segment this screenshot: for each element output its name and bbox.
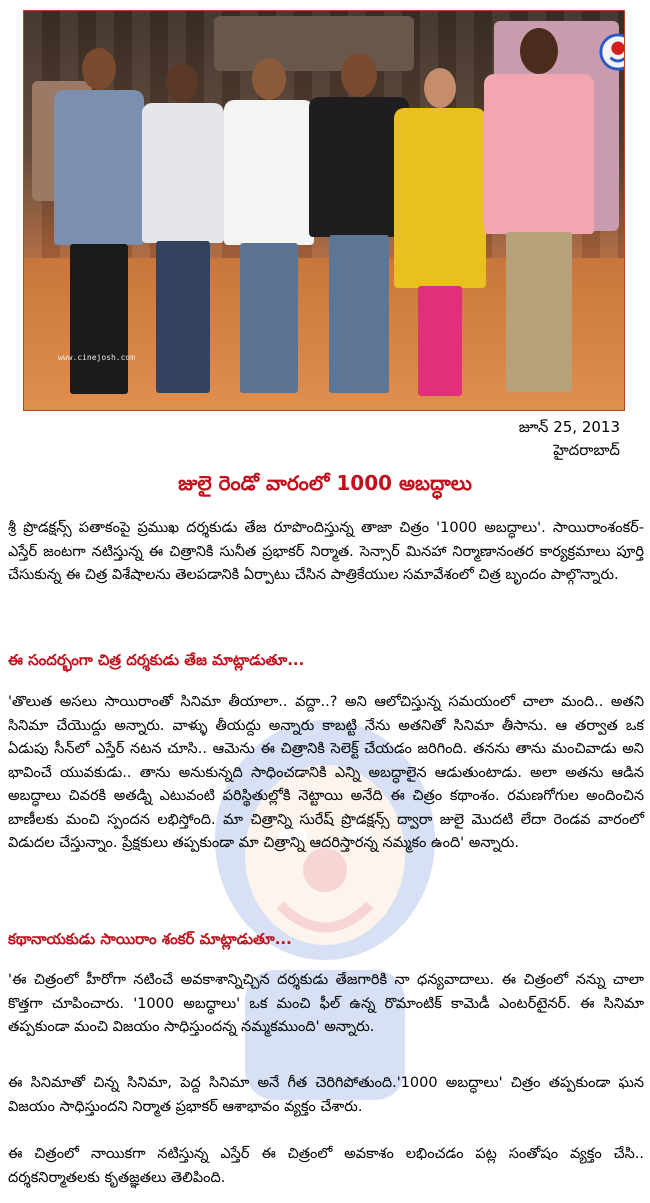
article-headline: జులై రెండో వారంలో 1000 అబద్ధాలు xyxy=(178,471,472,495)
paragraph-intro: శ్రీ ప్రొడక్షన్స్ పతాకంపై ప్రముఖ దర్శకుడు తేజ రూపొందిస్తున్న తాజా చిత్రం '1000 అబద్ధాలు'. సాయిరాంశంకర్-ఎస్తేర్ జంటగా నటిస్తున్న ఈ చిత్రానికి సునీత ప్రభాకర్ నిర్మాత. సెన్సార్ మినహా నిర్మాణానంతర కార్యక్రమాలు పూర్తి చేసుకున్న ఈ చిత్ర విశేషాలను తెలపడానికి ఏర్పాటు చేసిన పాత్రికేయుల సమావేశంలో చిత్ర బృందం పాల్గొన్నారు. xyxy=(8,520,644,583)
paragraph-hero-quote: 'ఈ చిత్రంలో హీరోగా నటించే అవకాశాన్నిచ్చిన దర్శకుడు తేజగారికి నా ధన్యవాదాలు. ఈ చిత్రంలో నన్ను చాలా కొత్తగా చూపించారు. '1000 అబద్ధాలు' ఒక మంచి ఫీల్ ఉన్న రొమాంటిక్ కామెడీ ఎంటర్‌టైనర్. ఈ సినిమా తప్పకుండా మంచి విజయం సాధిస్తుందన్న నమ్మకముంది' అన్నారు. xyxy=(8,972,644,1035)
person-1 xyxy=(54,48,144,398)
person-5 xyxy=(394,68,486,398)
person-2 xyxy=(142,63,224,398)
person-3 xyxy=(224,58,314,398)
photo-watermark-url: www.cinejosh.com xyxy=(58,353,136,362)
cinejosh-logo-icon xyxy=(599,33,625,71)
subheading-hero: కథానాయకుడు సాయిరాం శంకర్ మాట్లాడుతూ... xyxy=(8,930,292,948)
publish-place: హైదరాబాద్ xyxy=(553,441,620,459)
paragraph-heroine: ఈ చిత్రంలో నాయికగా నటిస్తున్న ఎస్తేర్ ఈ చిత్రంలో అవకాశం లభించడం పట్ల సంతోషం వ్యక్తం చేసి.. దర్శకనిర్మాతలకు కృతజ్ఞతలు తెలిపింది. xyxy=(8,1146,644,1186)
paragraph-producer: ఈ సినిమాతో చిన్న సినిమా, పెద్ద సినిమా అనే గీత చెరిగిపోతుంది.'1000 అబద్ధాలు' చిత్రం తప్పకుండా ఘన విజయం సాధిస్తుందని నిర్మాత ప్రభాకర్ ఆశాభావం వ్యక్తం చేశారు. xyxy=(8,1075,644,1115)
publish-date: జూన్ 25, 2013 xyxy=(518,418,620,436)
person-6 xyxy=(484,28,594,398)
subheading-director: ఈ సందర్భంగా చిత్ర దర్శకుడు తేజ మాట్లాడుతూ... xyxy=(8,651,305,669)
event-photo xyxy=(23,10,625,411)
paragraph-director-quote: 'తొలుత అసలు సాయిరాంతో సినిమా తీయాలా.. వద్దా..? అని ఆలోచిస్తున్న సమయంలో చాలా మంది.. అతని సినిమా చేయొద్దు అన్నారు. వాళ్ళు తీయద్దు అన్నారు కాబట్టి నేను అతనితో సినిమా తీసాను. ఆ తర్వాత ఒక ఏడుపు సీన్‌లో ఎస్తేర్ నటన చూసి.. ఆమెను ఈ చిత్రానికి సెలెక్ట్ చేయడం జరిగింది. తనను తాను మంచివాడు అని భావించే యువకుడు.. తాను అనుకున్నది సాధించడానికి ఎన్ని అబద్ధాలైన ఆడుతుంటాడు. అలా అతను ఆడిన అబద్ధాలు చివరకి అతడ్ని ఎటువంటి పరిస్థితుల్లోకి నెట్టాయి అనేది ఈ చిత్రం కథాంశం. రమణగోగుల అందించిన బాణీలకు మంచి స్పందన లభిస్తోంది. మా చిత్రాన్ని సురేష్ ప్రొడక్షన్స్ ద్వారా జులై మొదటి లేదా రెండవ వారంలో విడుదల చేస్తున్నాం. ప్రేక్షకులు తప్పకుండా మా చిత్రాన్ని ఆదరిస్తారన్న నమ్మకం ఉంది' అన్నారు. xyxy=(8,694,644,851)
